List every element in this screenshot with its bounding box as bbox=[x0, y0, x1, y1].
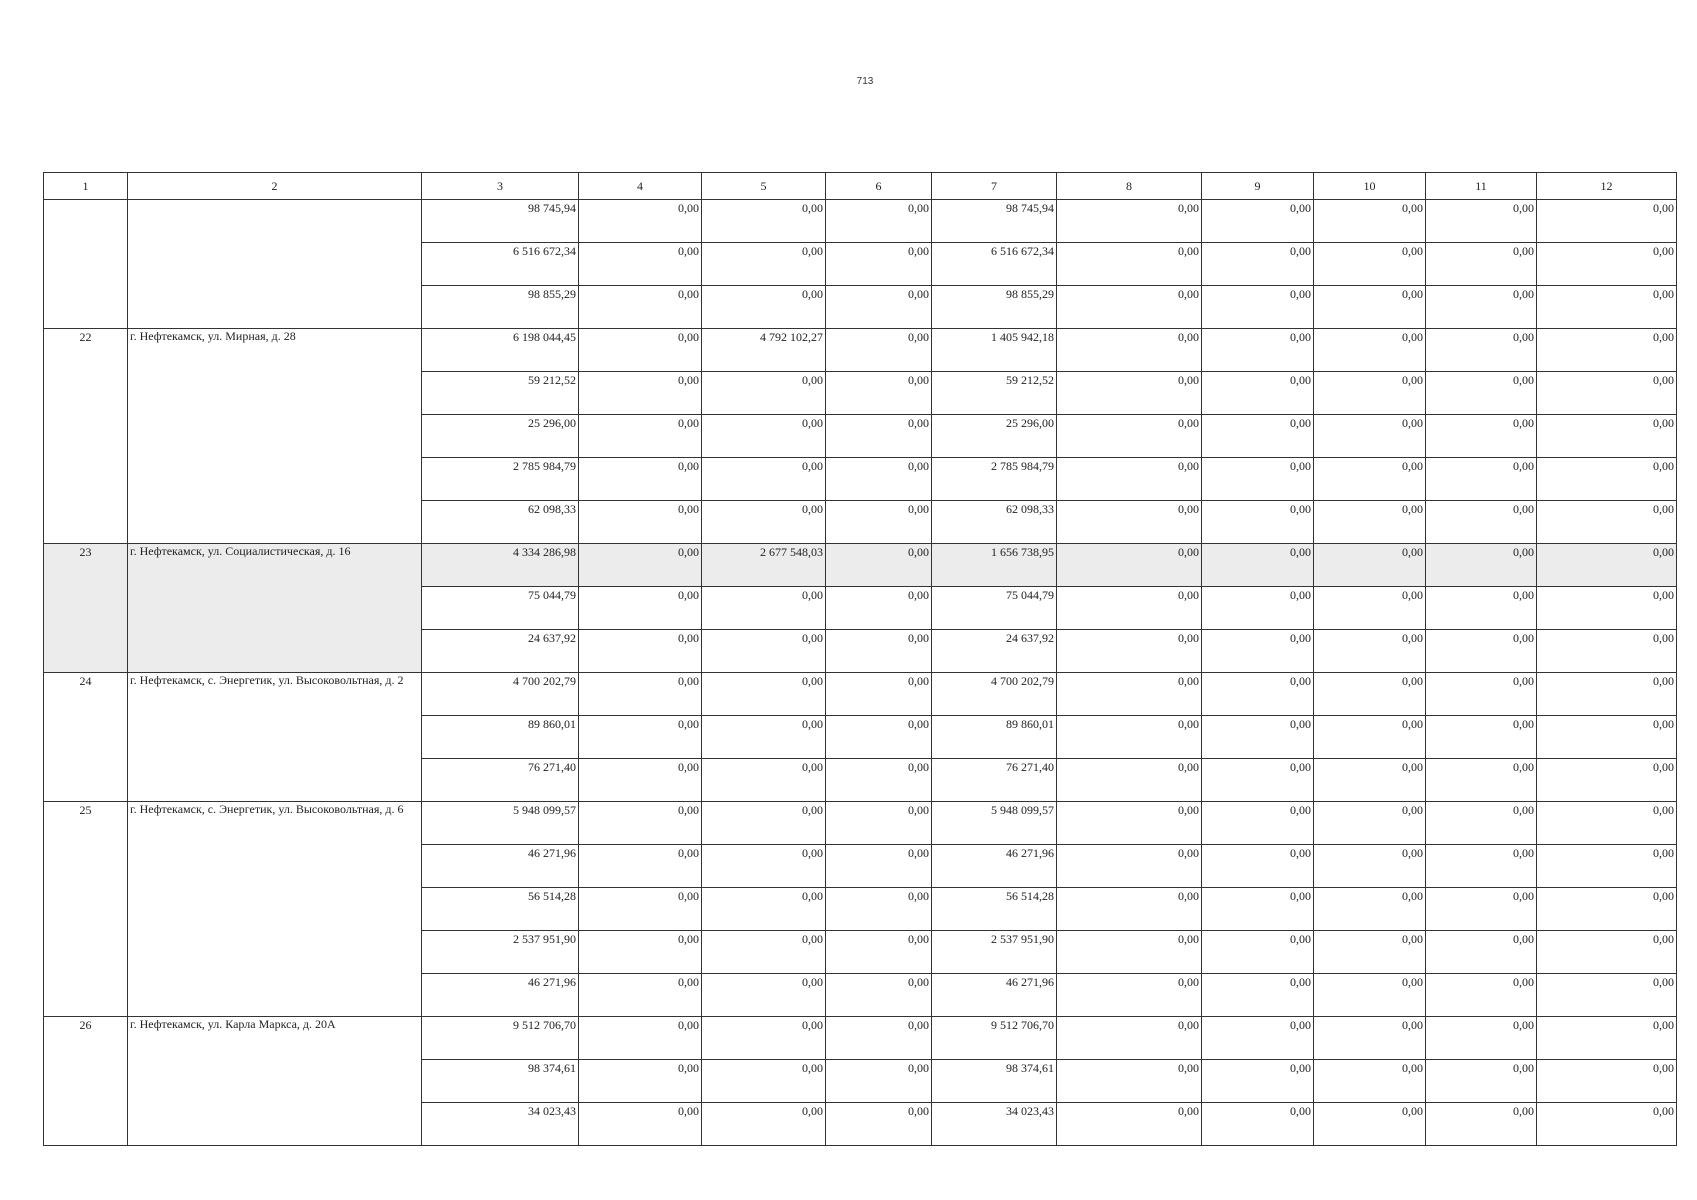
value-cell-col-8: 0,00 bbox=[1057, 630, 1202, 673]
value-cell-col-8: 0,00 bbox=[1057, 759, 1202, 802]
value-cell-col-9: 0,00 bbox=[1202, 415, 1314, 458]
value-cell-col-11: 0,00 bbox=[1426, 243, 1537, 286]
value-cell-col-7: 98 745,94 bbox=[932, 200, 1057, 243]
header-row bbox=[44, 173, 1677, 200]
value-cell-col-10: 0,00 bbox=[1314, 286, 1426, 329]
table-row bbox=[44, 673, 1677, 716]
value-cell-col-6: 0,00 bbox=[826, 673, 932, 716]
value-cell-col-9: 0,00 bbox=[1202, 587, 1314, 630]
value-cell-col-7: 59 212,52 bbox=[932, 372, 1057, 415]
value-cell-col-5: 0,00 bbox=[702, 372, 826, 415]
value-cell-col-12: 0,00 bbox=[1537, 458, 1677, 501]
value-cell-col-7: 4 700 202,79 bbox=[932, 673, 1057, 716]
value-cell-col-11: 0,00 bbox=[1426, 759, 1537, 802]
value-cell-col-3: 24 637,92 bbox=[422, 630, 579, 673]
value-cell-col-9: 0,00 bbox=[1202, 673, 1314, 716]
value-cell-col-8: 0,00 bbox=[1057, 931, 1202, 974]
value-cell-col-12: 0,00 bbox=[1537, 716, 1677, 759]
value-cell-col-4: 0,00 bbox=[579, 974, 702, 1017]
value-cell-col-6: 0,00 bbox=[826, 458, 932, 501]
value-cell-col-4: 0,00 bbox=[579, 673, 702, 716]
value-cell-col-5: 4 792 102,27 bbox=[702, 329, 826, 372]
value-cell-col-10: 0,00 bbox=[1314, 673, 1426, 716]
value-cell-col-5: 0,00 bbox=[702, 243, 826, 286]
value-cell-col-10: 0,00 bbox=[1314, 630, 1426, 673]
row-number-cell bbox=[44, 200, 128, 329]
value-cell-col-6: 0,00 bbox=[826, 329, 932, 372]
value-cell-col-7: 75 044,79 bbox=[932, 587, 1057, 630]
value-cell-col-9: 0,00 bbox=[1202, 759, 1314, 802]
value-cell-col-9: 0,00 bbox=[1202, 458, 1314, 501]
value-cell-col-12: 0,00 bbox=[1537, 845, 1677, 888]
value-cell-col-3: 9 512 706,70 bbox=[422, 1017, 579, 1060]
value-cell-col-7: 1 656 738,95 bbox=[932, 544, 1057, 587]
value-cell-col-9: 0,00 bbox=[1202, 802, 1314, 845]
value-cell-col-7: 2 785 984,79 bbox=[932, 458, 1057, 501]
value-cell-col-4: 0,00 bbox=[579, 888, 702, 931]
table-row bbox=[44, 200, 1677, 243]
value-cell-col-9: 0,00 bbox=[1202, 372, 1314, 415]
value-cell-col-12: 0,00 bbox=[1537, 1060, 1677, 1103]
value-cell-col-12: 0,00 bbox=[1537, 329, 1677, 372]
value-cell-col-11: 0,00 bbox=[1426, 286, 1537, 329]
value-cell-col-5: 0,00 bbox=[702, 931, 826, 974]
value-cell-col-12: 0,00 bbox=[1537, 415, 1677, 458]
row-number-cell: 22 bbox=[44, 329, 128, 544]
address-cell: г. Нефтекамск, ул. Карла Маркса, д. 20А bbox=[128, 1017, 422, 1146]
value-cell-col-4: 0,00 bbox=[579, 458, 702, 501]
value-cell-col-4: 0,00 bbox=[579, 1060, 702, 1103]
value-cell-col-6: 0,00 bbox=[826, 286, 932, 329]
value-cell-col-6: 0,00 bbox=[826, 243, 932, 286]
value-cell-col-3: 46 271,96 bbox=[422, 845, 579, 888]
value-cell-col-10: 0,00 bbox=[1314, 845, 1426, 888]
value-cell-col-3: 62 098,33 bbox=[422, 501, 579, 544]
value-cell-col-3: 98 374,61 bbox=[422, 1060, 579, 1103]
value-cell-col-9: 0,00 bbox=[1202, 931, 1314, 974]
value-cell-col-4: 0,00 bbox=[579, 845, 702, 888]
value-cell-col-11: 0,00 bbox=[1426, 544, 1537, 587]
value-cell-col-10: 0,00 bbox=[1314, 458, 1426, 501]
value-cell-col-10: 0,00 bbox=[1314, 759, 1426, 802]
value-cell-col-9: 0,00 bbox=[1202, 888, 1314, 931]
value-cell-col-4: 0,00 bbox=[579, 243, 702, 286]
value-cell-col-7: 1 405 942,18 bbox=[932, 329, 1057, 372]
value-cell-col-12: 0,00 bbox=[1537, 501, 1677, 544]
value-cell-col-4: 0,00 bbox=[579, 1103, 702, 1146]
value-cell-col-11: 0,00 bbox=[1426, 974, 1537, 1017]
value-cell-col-3: 5 948 099,57 bbox=[422, 802, 579, 845]
column-header-9: 9 bbox=[1202, 173, 1314, 200]
value-cell-col-5: 0,00 bbox=[702, 1017, 826, 1060]
value-cell-col-8: 0,00 bbox=[1057, 1103, 1202, 1146]
value-cell-col-9: 0,00 bbox=[1202, 200, 1314, 243]
value-cell-col-10: 0,00 bbox=[1314, 415, 1426, 458]
value-cell-col-9: 0,00 bbox=[1202, 974, 1314, 1017]
value-cell-col-7: 34 023,43 bbox=[932, 1103, 1057, 1146]
value-cell-col-5: 0,00 bbox=[702, 802, 826, 845]
value-cell-col-7: 56 514,28 bbox=[932, 888, 1057, 931]
value-cell-col-12: 0,00 bbox=[1537, 974, 1677, 1017]
value-cell-col-9: 0,00 bbox=[1202, 1060, 1314, 1103]
value-cell-col-10: 0,00 bbox=[1314, 1103, 1426, 1146]
column-header-11: 11 bbox=[1426, 173, 1537, 200]
value-cell-col-7: 62 098,33 bbox=[932, 501, 1057, 544]
value-cell-col-4: 0,00 bbox=[579, 759, 702, 802]
value-cell-col-6: 0,00 bbox=[826, 1060, 932, 1103]
value-cell-col-3: 59 212,52 bbox=[422, 372, 579, 415]
value-cell-col-4: 0,00 bbox=[579, 931, 702, 974]
value-cell-col-6: 0,00 bbox=[826, 415, 932, 458]
address-cell: г. Нефтекамск, с. Энергетик, ул. Высоковольтная, д. 2 bbox=[128, 673, 422, 802]
value-cell-col-8: 0,00 bbox=[1057, 501, 1202, 544]
value-cell-col-11: 0,00 bbox=[1426, 587, 1537, 630]
row-number-cell: 23 bbox=[44, 544, 128, 673]
value-cell-col-12: 0,00 bbox=[1537, 286, 1677, 329]
value-cell-col-7: 2 537 951,90 bbox=[932, 931, 1057, 974]
value-cell-col-11: 0,00 bbox=[1426, 1103, 1537, 1146]
value-cell-col-7: 76 271,40 bbox=[932, 759, 1057, 802]
value-cell-col-5: 0,00 bbox=[702, 845, 826, 888]
value-cell-col-5: 0,00 bbox=[702, 587, 826, 630]
value-cell-col-8: 0,00 bbox=[1057, 200, 1202, 243]
value-cell-col-9: 0,00 bbox=[1202, 1017, 1314, 1060]
value-cell-col-4: 0,00 bbox=[579, 716, 702, 759]
value-cell-col-11: 0,00 bbox=[1426, 716, 1537, 759]
value-cell-col-8: 0,00 bbox=[1057, 802, 1202, 845]
column-header-1: 1 bbox=[44, 173, 128, 200]
data-table bbox=[43, 172, 1677, 1146]
value-cell-col-5: 0,00 bbox=[702, 415, 826, 458]
value-cell-col-6: 0,00 bbox=[826, 372, 932, 415]
value-cell-col-3: 98 745,94 bbox=[422, 200, 579, 243]
value-cell-col-7: 98 855,29 bbox=[932, 286, 1057, 329]
column-header-5: 5 bbox=[702, 173, 826, 200]
value-cell-col-3: 34 023,43 bbox=[422, 1103, 579, 1146]
value-cell-col-3: 6 516 672,34 bbox=[422, 243, 579, 286]
table-row bbox=[44, 544, 1677, 587]
table-row bbox=[44, 802, 1677, 845]
value-cell-col-10: 0,00 bbox=[1314, 974, 1426, 1017]
value-cell-col-12: 0,00 bbox=[1537, 372, 1677, 415]
value-cell-col-6: 0,00 bbox=[826, 845, 932, 888]
column-header-3: 3 bbox=[422, 173, 579, 200]
address-cell: г. Нефтекамск, ул. Социалистическая, д. 16 bbox=[128, 544, 422, 673]
value-cell-col-6: 0,00 bbox=[826, 587, 932, 630]
value-cell-col-6: 0,00 bbox=[826, 501, 932, 544]
value-cell-col-3: 46 271,96 bbox=[422, 974, 579, 1017]
value-cell-col-6: 0,00 bbox=[826, 888, 932, 931]
value-cell-col-6: 0,00 bbox=[826, 759, 932, 802]
value-cell-col-12: 0,00 bbox=[1537, 1103, 1677, 1146]
value-cell-col-5: 0,00 bbox=[702, 200, 826, 243]
column-header-10: 10 bbox=[1314, 173, 1426, 200]
value-cell-col-10: 0,00 bbox=[1314, 716, 1426, 759]
value-cell-col-5: 0,00 bbox=[702, 630, 826, 673]
value-cell-col-8: 0,00 bbox=[1057, 329, 1202, 372]
value-cell-col-3: 75 044,79 bbox=[422, 587, 579, 630]
value-cell-col-8: 0,00 bbox=[1057, 888, 1202, 931]
value-cell-col-10: 0,00 bbox=[1314, 931, 1426, 974]
table-row bbox=[44, 329, 1677, 372]
value-cell-col-4: 0,00 bbox=[579, 587, 702, 630]
value-cell-col-5: 0,00 bbox=[702, 716, 826, 759]
value-cell-col-4: 0,00 bbox=[579, 415, 702, 458]
value-cell-col-6: 0,00 bbox=[826, 716, 932, 759]
value-cell-col-3: 4 700 202,79 bbox=[422, 673, 579, 716]
value-cell-col-10: 0,00 bbox=[1314, 200, 1426, 243]
value-cell-col-11: 0,00 bbox=[1426, 501, 1537, 544]
value-cell-col-8: 0,00 bbox=[1057, 974, 1202, 1017]
value-cell-col-5: 0,00 bbox=[702, 501, 826, 544]
page-number: 713 bbox=[856, 76, 874, 87]
value-cell-col-4: 0,00 bbox=[579, 286, 702, 329]
value-cell-col-3: 2 785 984,79 bbox=[422, 458, 579, 501]
value-cell-col-7: 46 271,96 bbox=[932, 845, 1057, 888]
value-cell-col-7: 98 374,61 bbox=[932, 1060, 1057, 1103]
value-cell-col-12: 0,00 bbox=[1537, 544, 1677, 587]
value-cell-col-4: 0,00 bbox=[579, 501, 702, 544]
value-cell-col-7: 24 637,92 bbox=[932, 630, 1057, 673]
value-cell-col-12: 0,00 bbox=[1537, 200, 1677, 243]
value-cell-col-10: 0,00 bbox=[1314, 501, 1426, 544]
value-cell-col-3: 6 198 044,45 bbox=[422, 329, 579, 372]
value-cell-col-8: 0,00 bbox=[1057, 673, 1202, 716]
value-cell-col-8: 0,00 bbox=[1057, 716, 1202, 759]
value-cell-col-7: 9 512 706,70 bbox=[932, 1017, 1057, 1060]
value-cell-col-3: 76 271,40 bbox=[422, 759, 579, 802]
value-cell-col-8: 0,00 bbox=[1057, 587, 1202, 630]
value-cell-col-8: 0,00 bbox=[1057, 544, 1202, 587]
address-cell: г. Нефтекамск, ул. Мирная, д. 28 bbox=[128, 329, 422, 544]
value-cell-col-3: 98 855,29 bbox=[422, 286, 579, 329]
value-cell-col-9: 0,00 bbox=[1202, 329, 1314, 372]
value-cell-col-5: 0,00 bbox=[702, 1103, 826, 1146]
value-cell-col-11: 0,00 bbox=[1426, 673, 1537, 716]
value-cell-col-10: 0,00 bbox=[1314, 329, 1426, 372]
value-cell-col-9: 0,00 bbox=[1202, 1103, 1314, 1146]
value-cell-col-4: 0,00 bbox=[579, 1017, 702, 1060]
table-header bbox=[44, 173, 1677, 200]
column-header-4: 4 bbox=[579, 173, 702, 200]
value-cell-col-11: 0,00 bbox=[1426, 1017, 1537, 1060]
value-cell-col-8: 0,00 bbox=[1057, 458, 1202, 501]
value-cell-col-8: 0,00 bbox=[1057, 372, 1202, 415]
value-cell-col-7: 5 948 099,57 bbox=[932, 802, 1057, 845]
value-cell-col-10: 0,00 bbox=[1314, 372, 1426, 415]
column-header-6: 6 bbox=[826, 173, 932, 200]
value-cell-col-6: 0,00 bbox=[826, 544, 932, 587]
value-cell-col-9: 0,00 bbox=[1202, 845, 1314, 888]
value-cell-col-9: 0,00 bbox=[1202, 243, 1314, 286]
value-cell-col-12: 0,00 bbox=[1537, 587, 1677, 630]
value-cell-col-12: 0,00 bbox=[1537, 673, 1677, 716]
row-number-cell: 24 bbox=[44, 673, 128, 802]
value-cell-col-7: 89 860,01 bbox=[932, 716, 1057, 759]
value-cell-col-10: 0,00 bbox=[1314, 1017, 1426, 1060]
row-number-cell: 25 bbox=[44, 802, 128, 1017]
column-header-12: 12 bbox=[1537, 173, 1677, 200]
value-cell-col-4: 0,00 bbox=[579, 544, 702, 587]
value-cell-col-8: 0,00 bbox=[1057, 243, 1202, 286]
value-cell-col-5: 0,00 bbox=[702, 673, 826, 716]
value-cell-col-11: 0,00 bbox=[1426, 931, 1537, 974]
address-cell bbox=[128, 200, 422, 329]
value-cell-col-5: 2 677 548,03 bbox=[702, 544, 826, 587]
value-cell-col-4: 0,00 bbox=[579, 329, 702, 372]
address-cell: г. Нефтекамск, с. Энергетик, ул. Высоковольтная, д. 6 bbox=[128, 802, 422, 1017]
value-cell-col-4: 0,00 bbox=[579, 372, 702, 415]
value-cell-col-9: 0,00 bbox=[1202, 286, 1314, 329]
value-cell-col-11: 0,00 bbox=[1426, 329, 1537, 372]
value-cell-col-10: 0,00 bbox=[1314, 587, 1426, 630]
value-cell-col-4: 0,00 bbox=[579, 200, 702, 243]
value-cell-col-5: 0,00 bbox=[702, 1060, 826, 1103]
value-cell-col-4: 0,00 bbox=[579, 630, 702, 673]
value-cell-col-4: 0,00 bbox=[579, 802, 702, 845]
value-cell-col-3: 56 514,28 bbox=[422, 888, 579, 931]
value-cell-col-7: 6 516 672,34 bbox=[932, 243, 1057, 286]
value-cell-col-9: 0,00 bbox=[1202, 630, 1314, 673]
value-cell-col-12: 0,00 bbox=[1537, 1017, 1677, 1060]
value-cell-col-7: 25 296,00 bbox=[932, 415, 1057, 458]
value-cell-col-8: 0,00 bbox=[1057, 1017, 1202, 1060]
value-cell-col-10: 0,00 bbox=[1314, 888, 1426, 931]
row-number-cell: 26 bbox=[44, 1017, 128, 1146]
value-cell-col-3: 4 334 286,98 bbox=[422, 544, 579, 587]
value-cell-col-11: 0,00 bbox=[1426, 458, 1537, 501]
column-header-8: 8 bbox=[1057, 173, 1202, 200]
value-cell-col-11: 0,00 bbox=[1426, 415, 1537, 458]
value-cell-col-12: 0,00 bbox=[1537, 931, 1677, 974]
value-cell-col-8: 0,00 bbox=[1057, 415, 1202, 458]
value-cell-col-12: 0,00 bbox=[1537, 802, 1677, 845]
value-cell-col-9: 0,00 bbox=[1202, 501, 1314, 544]
value-cell-col-10: 0,00 bbox=[1314, 243, 1426, 286]
value-cell-col-8: 0,00 bbox=[1057, 845, 1202, 888]
table-body bbox=[44, 200, 1677, 1146]
value-cell-col-6: 0,00 bbox=[826, 931, 932, 974]
value-cell-col-8: 0,00 bbox=[1057, 286, 1202, 329]
value-cell-col-8: 0,00 bbox=[1057, 1060, 1202, 1103]
column-header-7: 7 bbox=[932, 173, 1057, 200]
value-cell-col-5: 0,00 bbox=[702, 974, 826, 1017]
value-cell-col-7: 46 271,96 bbox=[932, 974, 1057, 1017]
value-cell-col-6: 0,00 bbox=[826, 1017, 932, 1060]
value-cell-col-3: 89 860,01 bbox=[422, 716, 579, 759]
value-cell-col-5: 0,00 bbox=[702, 458, 826, 501]
value-cell-col-11: 0,00 bbox=[1426, 200, 1537, 243]
value-cell-col-11: 0,00 bbox=[1426, 630, 1537, 673]
value-cell-col-6: 0,00 bbox=[826, 1103, 932, 1146]
value-cell-col-9: 0,00 bbox=[1202, 544, 1314, 587]
value-cell-col-6: 0,00 bbox=[826, 200, 932, 243]
value-cell-col-11: 0,00 bbox=[1426, 888, 1537, 931]
value-cell-col-12: 0,00 bbox=[1537, 888, 1677, 931]
column-header-2: 2 bbox=[128, 173, 422, 200]
value-cell-col-10: 0,00 bbox=[1314, 802, 1426, 845]
value-cell-col-12: 0,00 bbox=[1537, 759, 1677, 802]
value-cell-col-5: 0,00 bbox=[702, 286, 826, 329]
value-cell-col-5: 0,00 bbox=[702, 759, 826, 802]
value-cell-col-6: 0,00 bbox=[826, 802, 932, 845]
value-cell-col-10: 0,00 bbox=[1314, 1060, 1426, 1103]
value-cell-col-3: 2 537 951,90 bbox=[422, 931, 579, 974]
value-cell-col-6: 0,00 bbox=[826, 974, 932, 1017]
value-cell-col-6: 0,00 bbox=[826, 630, 932, 673]
value-cell-col-5: 0,00 bbox=[702, 888, 826, 931]
value-cell-col-11: 0,00 bbox=[1426, 802, 1537, 845]
value-cell-col-11: 0,00 bbox=[1426, 1060, 1537, 1103]
value-cell-col-10: 0,00 bbox=[1314, 544, 1426, 587]
value-cell-col-12: 0,00 bbox=[1537, 630, 1677, 673]
value-cell-col-11: 0,00 bbox=[1426, 372, 1537, 415]
value-cell-col-12: 0,00 bbox=[1537, 243, 1677, 286]
value-cell-col-9: 0,00 bbox=[1202, 716, 1314, 759]
table-row bbox=[44, 1017, 1677, 1060]
value-cell-col-3: 25 296,00 bbox=[422, 415, 579, 458]
value-cell-col-11: 0,00 bbox=[1426, 845, 1537, 888]
